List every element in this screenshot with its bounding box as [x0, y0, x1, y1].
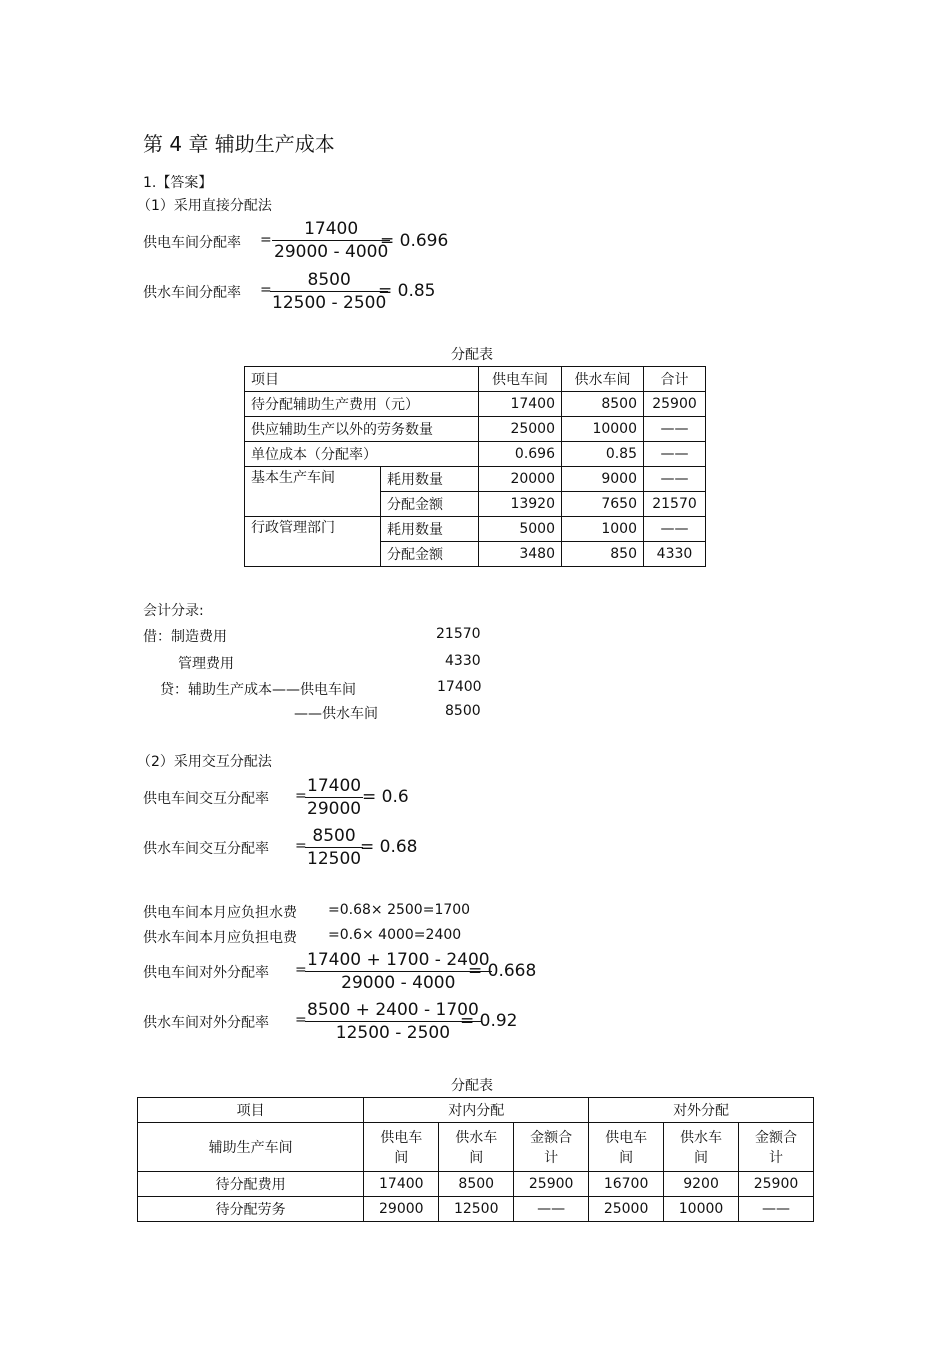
row-label: 单位成本（分配率） [245, 442, 479, 467]
power-charge-value: =0.6× 4000=2400 [328, 927, 462, 943]
p2-f2-eq: = [295, 838, 307, 854]
fraction-bar [305, 1021, 481, 1022]
p2-f3-result: = 0.668 [468, 961, 537, 981]
numerator: 8500 [307, 270, 351, 290]
entry-amount: 4330 [445, 653, 481, 669]
entries-title: 会计分录: [143, 603, 204, 619]
cell: 25900 [739, 1172, 814, 1197]
header-cell: 供水车间 [562, 367, 644, 392]
entry-amount: 21570 [436, 626, 481, 642]
p2-f2-result: = 0.68 [360, 837, 418, 857]
denominator: 29000 [307, 799, 362, 819]
part1-heading: （1）采用直接分配法 [137, 198, 272, 214]
p1-f2-label: 供水车间分配率 [143, 285, 241, 301]
entry-amount: 8500 [445, 703, 481, 719]
p2-f1-result: = 0.6 [362, 787, 409, 807]
entry-text: 管理费用 [178, 656, 234, 672]
group-label: 行政管理部门 [245, 517, 381, 567]
header-cell: 供电车间 [479, 367, 562, 392]
header-cell: 辅助生产车间 [138, 1123, 364, 1172]
cell: —— [739, 1197, 814, 1222]
cell: 29000 [364, 1197, 439, 1222]
cell: 13920 [479, 492, 562, 517]
denominator: 12500 - 2500 [272, 293, 387, 313]
entry-amount: 17400 [437, 679, 482, 695]
row-label: 待分配费用 [138, 1172, 364, 1197]
p2-f3-eq: = [295, 962, 307, 978]
table-row [138, 1172, 814, 1197]
table1-caption: 分配表 [451, 347, 493, 363]
row-label: 分配金额 [381, 492, 479, 517]
header-line: 间 [694, 1150, 709, 1166]
header-cell: 对外分配 [589, 1098, 814, 1123]
cell: 17400 [479, 392, 562, 417]
p2-f2-fraction [305, 826, 363, 869]
cell: 3480 [479, 542, 562, 567]
row-label: 耗用数量 [381, 517, 479, 542]
fraction-bar [305, 797, 363, 798]
denominator: 12500 [307, 849, 362, 869]
header-cell: 项目 [245, 367, 479, 392]
p2-f4-result: = 0.92 [460, 1011, 518, 1031]
p1-f2-result: = 0.85 [378, 281, 436, 301]
chapter-title: 第 4 章 辅助生产成本 [143, 132, 335, 156]
cell: 25900 [644, 392, 706, 417]
table-header-row [245, 367, 706, 392]
p2-f3-label: 供电车间对外分配率 [143, 965, 269, 981]
header-cell [589, 1123, 664, 1172]
power-charge-label: 供水车间本月应负担电费 [143, 930, 297, 946]
header-cell [439, 1123, 514, 1172]
entry-text: ——供水车间 [294, 706, 378, 722]
table-row [245, 392, 706, 417]
header-cell [739, 1123, 814, 1172]
cell: —— [644, 517, 706, 542]
fraction-bar [272, 240, 390, 241]
numerator: 8500 [312, 826, 356, 846]
p2-f1-eq: = [295, 788, 307, 804]
cell: 25900 [514, 1172, 589, 1197]
cell: 1000 [562, 517, 644, 542]
numerator: 17400 [304, 219, 359, 239]
cell: 5000 [479, 517, 562, 542]
water-charge-label: 供电车间本月应负担水费 [143, 905, 297, 921]
cell: 12500 [439, 1197, 514, 1222]
fraction-bar [305, 971, 492, 972]
header-line: 供水车 [455, 1130, 498, 1146]
row-label: 待分配辅助生产费用（元） [245, 392, 479, 417]
allocation-table-reciprocal [137, 1097, 814, 1222]
header-cell [664, 1123, 739, 1172]
cell: —— [514, 1197, 589, 1222]
p1-f1-result: = 0.696 [380, 231, 449, 251]
p1-f1-label: 供电车间分配率 [143, 235, 241, 251]
header-cell: 合计 [644, 367, 706, 392]
p2-f1-label: 供电车间交互分配率 [143, 791, 269, 807]
cell: 0.696 [479, 442, 562, 467]
header-line: 金额合 [530, 1130, 573, 1146]
answer-label: 1.【答案】 [143, 175, 213, 191]
header-line: 间 [394, 1150, 409, 1166]
table-row [245, 417, 706, 442]
cell: 20000 [479, 467, 562, 492]
table2-caption: 分配表 [451, 1078, 493, 1094]
water-charge-value: =0.68× 2500=1700 [328, 902, 471, 918]
header-cell [514, 1123, 589, 1172]
cell: —— [644, 417, 706, 442]
cell: 9200 [664, 1172, 739, 1197]
row-label: 耗用数量 [381, 467, 479, 492]
table-header-row [138, 1098, 814, 1123]
cell: —— [644, 442, 706, 467]
group-label: 基本生产车间 [245, 467, 381, 517]
cell: 10000 [562, 417, 644, 442]
header-cell: 项目 [138, 1098, 364, 1123]
cell: 850 [562, 542, 644, 567]
denominator: 29000 - 4000 [274, 242, 389, 262]
table-header-row [138, 1123, 814, 1172]
p1-f1-eq: = [260, 232, 272, 248]
cell: 21570 [644, 492, 706, 517]
header-line: 计 [544, 1150, 559, 1166]
numerator: 17400 [307, 776, 362, 796]
table-row [245, 442, 706, 467]
header-line: 供电车 [380, 1130, 423, 1146]
cell: 10000 [664, 1197, 739, 1222]
header-cell: 对内分配 [364, 1098, 589, 1123]
header-line: 供电车 [605, 1130, 648, 1146]
denominator: 12500 - 2500 [335, 1023, 451, 1043]
fraction-bar [270, 291, 388, 292]
p1-f2-fraction [270, 270, 388, 313]
row-label: 分配金额 [381, 542, 479, 567]
cell: 17400 [364, 1172, 439, 1197]
allocation-table-direct [244, 366, 706, 567]
numerator: 8500 + 2400 - 1700 [307, 1000, 479, 1020]
cell: 7650 [562, 492, 644, 517]
cell: 0.85 [562, 442, 644, 467]
p2-f4-label: 供水车间对外分配率 [143, 1015, 269, 1031]
p2-f1-fraction [305, 776, 363, 819]
p2-f3-fraction [305, 950, 492, 993]
row-label: 供应辅助生产以外的劳务数量 [245, 417, 479, 442]
entry-text: 贷：辅助生产成本——供电车间 [160, 682, 356, 698]
p1-f2-eq: = [260, 282, 272, 298]
cell: 8500 [439, 1172, 514, 1197]
header-line: 间 [469, 1150, 484, 1166]
numerator: 17400 + 1700 - 2400 [307, 950, 490, 970]
header-line: 计 [769, 1150, 783, 1166]
denominator: 29000 - 4000 [341, 973, 456, 993]
entry-text: 借：制造费用 [143, 629, 227, 645]
table-row [138, 1197, 814, 1222]
header-line: 间 [619, 1150, 634, 1166]
table-row [245, 517, 706, 542]
table-row [245, 467, 706, 492]
cell: 9000 [562, 467, 644, 492]
part2-heading: （2）采用交互分配法 [137, 754, 272, 770]
p2-f4-fraction [305, 1000, 481, 1043]
header-cell [364, 1123, 439, 1172]
cell: —— [644, 467, 706, 492]
p2-f2-label: 供水车间交互分配率 [143, 841, 269, 857]
fraction-bar [305, 847, 363, 848]
cell: 25000 [589, 1197, 664, 1222]
header-line: 金额合 [755, 1130, 797, 1146]
p1-f1-fraction [272, 219, 390, 262]
cell: 25000 [479, 417, 562, 442]
cell: 4330 [644, 542, 706, 567]
header-line: 供水车 [680, 1130, 723, 1146]
row-label: 待分配劳务 [138, 1197, 364, 1222]
p2-f4-eq: = [295, 1012, 307, 1028]
cell: 8500 [562, 392, 644, 417]
cell: 16700 [589, 1172, 664, 1197]
